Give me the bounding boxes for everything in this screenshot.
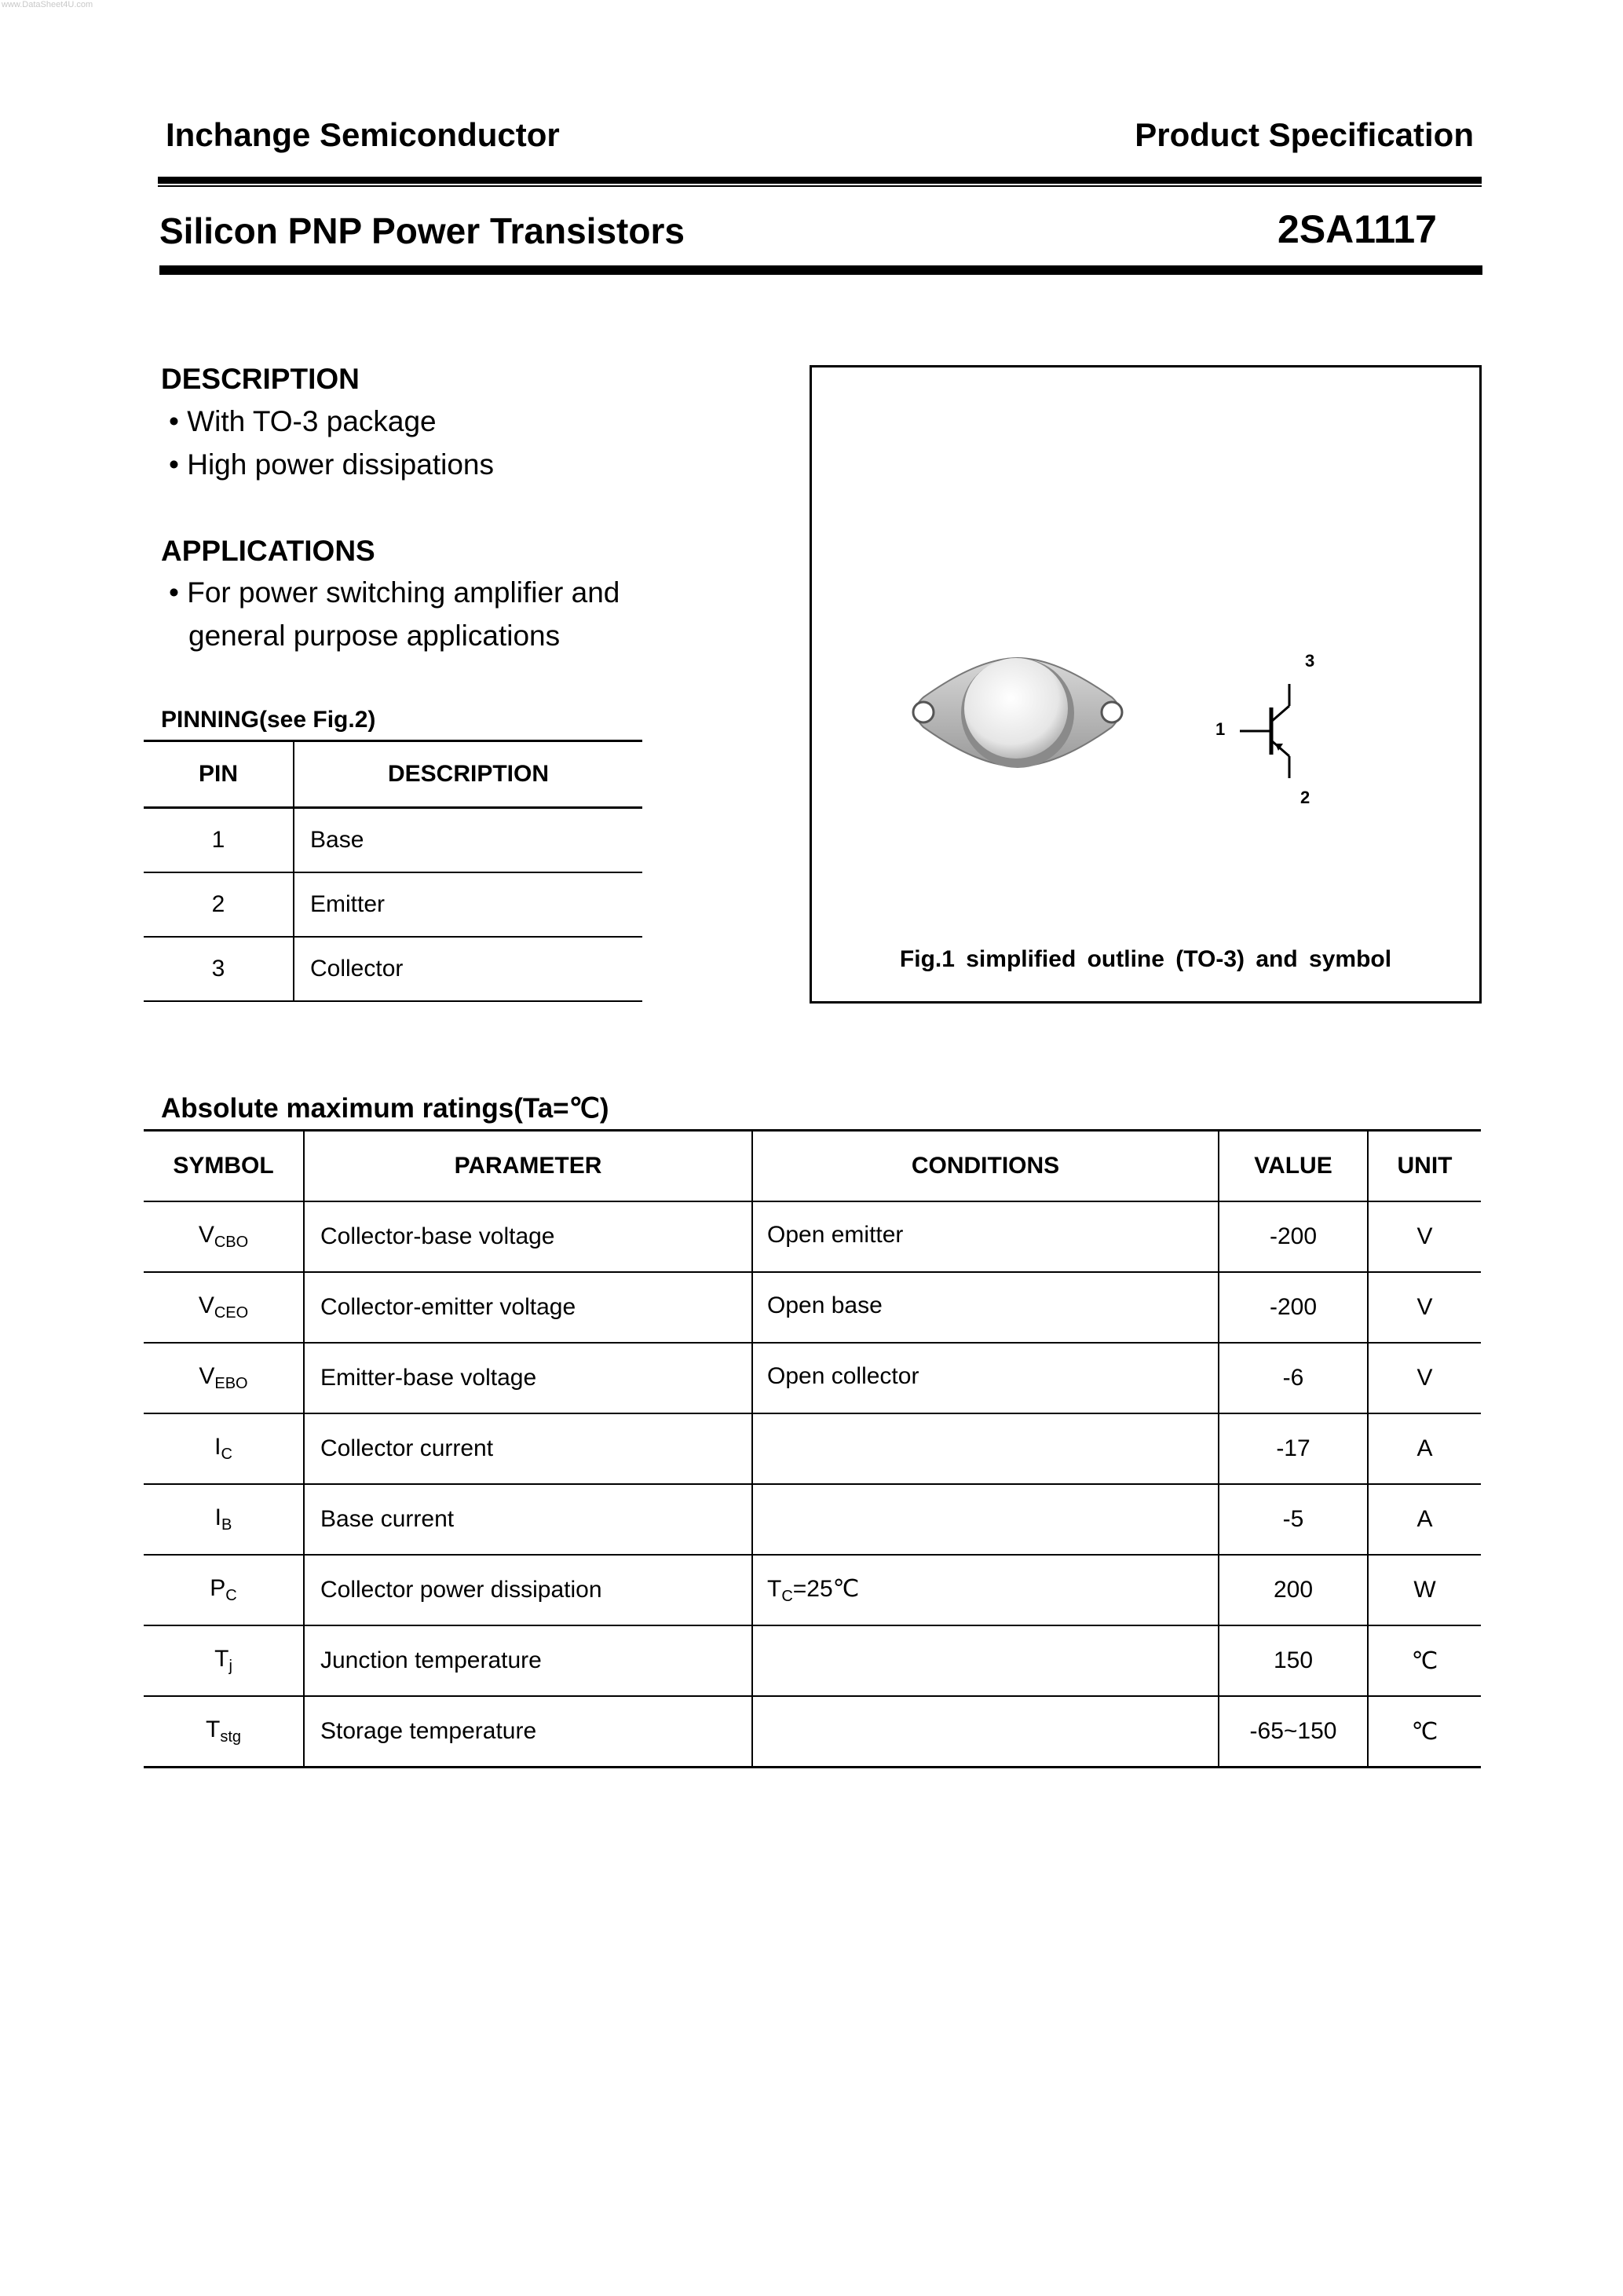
table-row [144, 1413, 1481, 1484]
parameter-cell: Storage temperature [304, 1696, 752, 1768]
symbol-cell: $P_C$ [144, 1555, 304, 1625]
symbol-cell: $V_{CEO}$ [144, 1272, 304, 1343]
company-name: Inchange Semiconductor [166, 116, 560, 153]
table-row [144, 1625, 1481, 1696]
pin-number: 1 [144, 808, 294, 873]
figure-box [810, 365, 1482, 1004]
applications-title: APPLICATIONS [161, 535, 375, 567]
table-row [144, 1696, 1481, 1768]
conditions-cell: $T_C=25℃$ [752, 1555, 1219, 1625]
pin-label-emitter: 2 [1300, 788, 1310, 807]
unit-cell: ℃ [1368, 1696, 1481, 1768]
conditions-cell: Open emitter [752, 1201, 1219, 1272]
value-header: VALUE [1219, 1131, 1368, 1202]
header-rule-bottom [159, 265, 1482, 275]
pin-header: PIN [144, 741, 294, 808]
value-cell: -200 [1219, 1201, 1368, 1272]
pin-label-collector: 3 [1305, 651, 1315, 671]
conditions-cell [752, 1413, 1219, 1484]
unit-cell: A [1368, 1413, 1481, 1484]
to3-package-image [892, 641, 1151, 798]
pin-description: Collector [294, 937, 642, 1001]
symbol-cell: $T_j$ [144, 1625, 304, 1696]
symbol-cell: $I_C$ [144, 1413, 304, 1484]
unit-cell: A [1368, 1484, 1481, 1555]
unit-cell: V [1368, 1201, 1481, 1272]
figure-caption: Fig.1 simplified outline (TO-3) and symbol [899, 946, 1392, 972]
header-rule-thin [158, 185, 1482, 187]
parameter-cell: Collector current [304, 1413, 752, 1484]
table-row [144, 1272, 1481, 1343]
description-title: DESCRIPTION [161, 363, 360, 395]
pin-number: 3 [144, 937, 294, 1001]
symbol-cell: $V_{EBO}$ [144, 1343, 304, 1413]
parameter-cell: Collector power dissipation [304, 1555, 752, 1625]
description-item-1: • With TO-3 package [169, 405, 437, 437]
table-row [144, 808, 642, 873]
product-line: Silicon PNP Power Transistors [159, 210, 685, 251]
value-cell: 150 [1219, 1625, 1368, 1696]
value-cell: -17 [1219, 1413, 1368, 1484]
parameter-header: PARAMETER [304, 1131, 752, 1202]
pinning-title: PINNING(see Fig.2) [161, 707, 376, 733]
parameter-cell: Base current [304, 1484, 752, 1555]
table-row [144, 1201, 1481, 1272]
header-rule-top [158, 177, 1482, 184]
conditions-cell [752, 1625, 1219, 1696]
value-cell: -200 [1219, 1272, 1368, 1343]
symbol-header: SYMBOL [144, 1131, 304, 1202]
ratings-title: Absolute maximum ratings(Ta=℃) [161, 1093, 609, 1124]
symbol-cell: $V_{CBO}$ [144, 1201, 304, 1272]
pin-label-base: 1 [1215, 719, 1226, 739]
conditions-cell [752, 1484, 1219, 1555]
value-cell: -6 [1219, 1343, 1368, 1413]
parameter-cell: Collector-base voltage [304, 1201, 752, 1272]
unit-cell: V [1368, 1343, 1481, 1413]
part-number: 2SA1117 [1278, 207, 1437, 251]
ratings-table [144, 1129, 1481, 1768]
conditions-header: CONDITIONS [752, 1131, 1219, 1202]
doc-type: Product Specification [1135, 116, 1474, 153]
symbol-cell: $T_{stg}$ [144, 1696, 304, 1768]
value-cell: 200 [1219, 1555, 1368, 1625]
value-cell: -5 [1219, 1484, 1368, 1555]
unit-header: UNIT [1368, 1131, 1481, 1202]
pin-description: Base [294, 808, 642, 873]
ratings-header-row [144, 1131, 1481, 1202]
table-row [144, 937, 642, 1001]
table-row [144, 872, 642, 937]
value-cell: -65~150 [1219, 1696, 1368, 1768]
pinning-table [144, 740, 642, 1002]
applications-line-1: • For power switching amplifier and [169, 576, 620, 609]
unit-cell: W [1368, 1555, 1481, 1625]
table-row [144, 1555, 1481, 1625]
pin-number: 2 [144, 872, 294, 937]
table-row [144, 1484, 1481, 1555]
watermark-text: www.DataSheet4U.com [2, 0, 93, 9]
description-item-2: • High power dissipations [169, 448, 494, 481]
pin-description-header: DESCRIPTION [294, 741, 642, 808]
pinning-header-row [144, 741, 642, 808]
pnp-transistor-symbol [1197, 646, 1354, 835]
unit-cell: ℃ [1368, 1625, 1481, 1696]
parameter-cell: Junction temperature [304, 1625, 752, 1696]
conditions-cell: Open base [752, 1272, 1219, 1343]
unit-cell: V [1368, 1272, 1481, 1343]
conditions-cell: Open collector [752, 1343, 1219, 1413]
applications-line-2: general purpose applications [188, 620, 561, 652]
parameter-cell: Emitter-base voltage [304, 1343, 752, 1413]
pin-description: Emitter [294, 872, 642, 937]
conditions-cell [752, 1696, 1219, 1768]
table-row [144, 1343, 1481, 1413]
parameter-cell: Collector-emitter voltage [304, 1272, 752, 1343]
symbol-cell: $I_B$ [144, 1484, 304, 1555]
